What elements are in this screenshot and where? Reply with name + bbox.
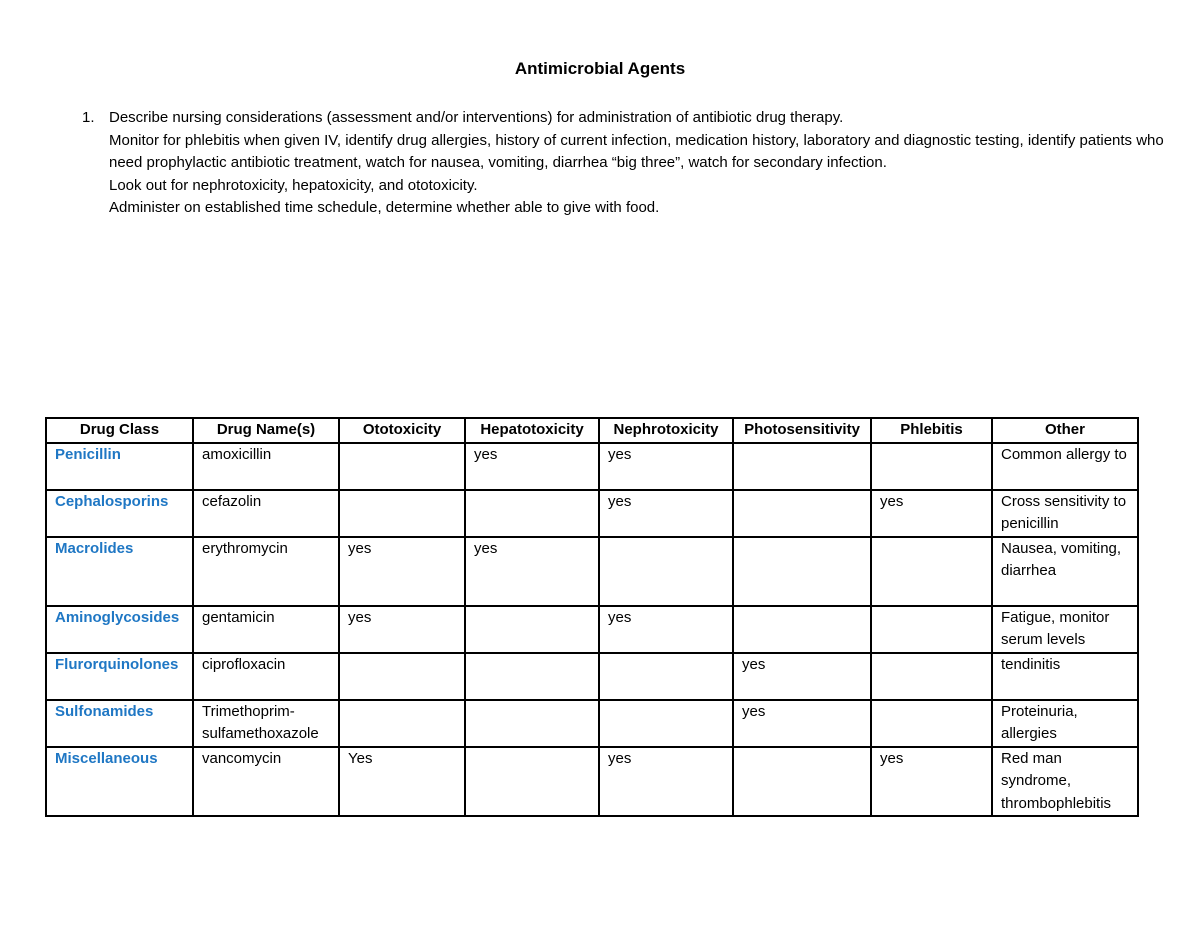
drug-class-cell: Flurorquinolones — [46, 653, 193, 700]
nephrotoxicity-cell — [599, 537, 733, 606]
document-title: Antimicrobial Agents — [514, 59, 686, 78]
photosensitivity-cell — [733, 490, 871, 537]
drug-class-cell: Cephalosporins — [46, 490, 193, 537]
other-cell: Common allergy to — [992, 443, 1138, 490]
ototoxicity-cell — [339, 653, 465, 700]
drug-class-cell: Macrolides — [46, 537, 193, 606]
table-row — [46, 653, 1138, 700]
other-cell: Nausea, vomiting, diarrhea — [992, 537, 1138, 606]
ototoxicity-cell: yes — [339, 606, 465, 653]
drug-class-cell: Sulfonamides — [46, 700, 193, 747]
answer-paragraph: Administer on established time schedule, determine whether able to give with food. — [109, 199, 660, 216]
phlebitis-cell — [871, 700, 992, 747]
ototoxicity-cell — [339, 490, 465, 537]
nephrotoxicity-cell: yes — [599, 606, 733, 653]
other-cell: Red man syndrome, thrombophlebitis — [992, 747, 1138, 817]
phlebitis-cell — [871, 653, 992, 700]
drug-class-cell: Miscellaneous — [46, 747, 193, 817]
phlebitis-cell — [871, 443, 992, 490]
ototoxicity-cell — [339, 700, 465, 747]
other-cell: Proteinuria, allergies — [992, 700, 1138, 747]
nephrotoxicity-cell: yes — [599, 443, 733, 490]
photosensitivity-cell: yes — [733, 653, 871, 700]
nephrotoxicity-cell — [599, 653, 733, 700]
question-prompt-line — [82, 107, 1172, 130]
phlebitis-cell — [871, 537, 992, 606]
photosensitivity-cell — [733, 606, 871, 653]
table-row — [46, 747, 1138, 817]
other-cell: Fatigue, monitor serum levels — [992, 606, 1138, 653]
photosensitivity-cell — [733, 443, 871, 490]
drug-names-cell: ciprofloxacin — [193, 653, 339, 700]
question-prompt: Describe nursing considerations (assessment and/or interventions) for administration of antibiotic drug therapy. — [109, 109, 844, 126]
nephrotoxicity-cell: yes — [599, 747, 733, 817]
table-row — [46, 700, 1138, 747]
drug-names-cell: amoxicillin — [193, 443, 339, 490]
question-block — [82, 107, 1172, 220]
hepatotoxicity-cell: yes — [465, 443, 599, 490]
column-header-drug-class: Drug Class — [46, 418, 193, 443]
hepatotoxicity-cell — [465, 653, 599, 700]
nephrotoxicity-cell — [599, 700, 733, 747]
drug-names-cell: Trimethoprim-sulfamethoxazole — [193, 700, 339, 747]
drug-names-cell: vancomycin — [193, 747, 339, 817]
table-header-row — [46, 418, 1138, 443]
other-cell: Cross sensitivity to penicillin — [992, 490, 1138, 537]
ototoxicity-cell: Yes — [339, 747, 465, 817]
phlebitis-cell: yes — [871, 747, 992, 817]
antimicrobial-table — [45, 417, 1139, 817]
drug-names-cell: cefazolin — [193, 490, 339, 537]
answer-paragraph: Monitor for phlebitis when given IV, identify drug allergies, history of current infection, medication history, laboratory and diagnostic testing, identify patients who need prophylactic antibiotic treatment, watch for nausea, vomiting, diarrhea “big three”, watch for secondary infection. — [109, 131, 1164, 171]
column-header-other: Other — [992, 418, 1138, 443]
question-number: 1. — [82, 109, 95, 126]
answer-paragraph: Look out for nephrotoxicity, hepatoxicity, and ototoxicity. — [109, 176, 478, 194]
drug-class-cell: Penicillin — [46, 443, 193, 490]
hepatotoxicity-cell — [465, 700, 599, 747]
ototoxicity-cell — [339, 443, 465, 490]
hepatotoxicity-cell — [465, 747, 599, 817]
column-header-hepatotoxicity: Hepatotoxicity — [465, 418, 599, 443]
hepatotoxicity-cell — [465, 490, 599, 537]
phlebitis-cell: yes — [871, 490, 992, 537]
table-row — [46, 490, 1138, 537]
drug-names-cell: gentamicin — [193, 606, 339, 653]
hepatotoxicity-cell: yes — [465, 537, 599, 606]
table-row — [46, 606, 1138, 653]
photosensitivity-cell — [733, 537, 871, 606]
column-header-drug-names: Drug Name(s) — [193, 418, 339, 443]
drug-class-cell: Aminoglycosides — [46, 606, 193, 653]
photosensitivity-cell: yes — [733, 700, 871, 747]
table-row — [46, 443, 1138, 490]
column-header-phlebitis: Phlebitis — [871, 418, 992, 443]
hepatotoxicity-cell — [465, 606, 599, 653]
column-header-nephrotoxicity: Nephrotoxicity — [599, 418, 733, 443]
column-header-ototoxicity: Ototoxicity — [339, 418, 465, 443]
ototoxicity-cell: yes — [339, 537, 465, 606]
nephrotoxicity-cell: yes — [599, 490, 733, 537]
drug-names-cell: erythromycin — [193, 537, 339, 606]
phlebitis-cell — [871, 606, 992, 653]
photosensitivity-cell — [733, 747, 871, 817]
other-cell: tendinitis — [992, 653, 1138, 700]
column-header-photosensitivity: Photosensitivity — [733, 418, 871, 443]
table-row — [46, 537, 1138, 606]
